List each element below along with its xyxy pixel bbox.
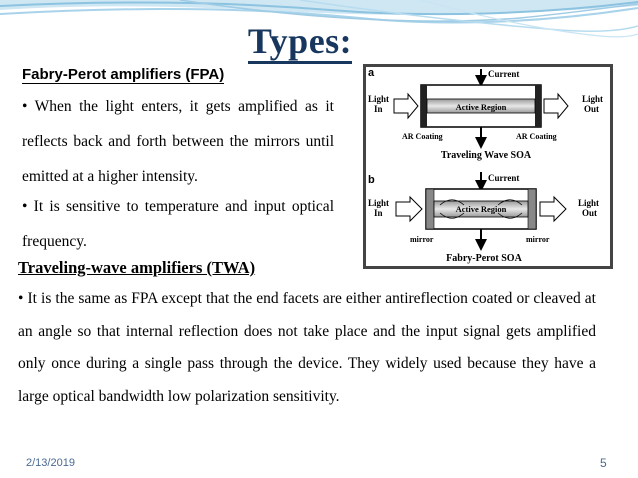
light-out-arrow-b <box>540 197 566 221</box>
current-label-a: Current <box>488 69 520 79</box>
light-out-label-a-line1: Light <box>582 94 604 104</box>
light-in-label-a-line1: Light <box>368 94 390 104</box>
fpa-bullet-2: • It is sensitive to temperature and input optical frequency. <box>22 198 334 250</box>
light-out-label-b-line2: Out <box>582 208 598 218</box>
light-out-arrow-a <box>544 94 568 118</box>
mirror-label-right: mirror <box>526 235 550 244</box>
page-number: 5 <box>600 456 607 470</box>
ar-coating-label-right: AR Coating <box>516 132 557 141</box>
fpa-bullet-1: • When the light enters, it gets amplified as it reflects back and forth between the mirrors until emitted at a higher intensity. <box>22 98 334 185</box>
slide-date: 2/13/2019 <box>26 457 75 469</box>
figure-a-label: a <box>368 67 375 79</box>
twa-heading: Traveling-wave amplifiers (TWA) <box>18 258 256 277</box>
slide-title: Types: <box>0 20 600 62</box>
mirror-right-b <box>528 189 536 229</box>
light-in-arrow-a <box>394 94 418 118</box>
soa-diagram-figure <box>363 64 613 269</box>
light-in-arrow-b <box>396 197 422 221</box>
mirror-label-left: mirror <box>410 235 434 244</box>
light-in-label-b-line1: Light <box>368 198 390 208</box>
active-region-label-b: Active Region <box>455 204 507 214</box>
light-in-label-a-line2: In <box>374 104 383 114</box>
fpa-heading: Fabry-Perot amplifiers (FPA) <box>22 66 225 83</box>
light-out-label-b-line1: Light <box>578 198 600 208</box>
active-region-label-a: Active Region <box>455 102 507 112</box>
caption-b: Fabry-Perot SOA <box>446 253 522 264</box>
figure-b-label: b <box>368 174 375 186</box>
current-label-b: Current <box>488 173 520 183</box>
ar-coating-label-left: AR Coating <box>402 132 443 141</box>
light-out-label-a-line2: Out <box>584 104 600 114</box>
ar-coating-left-a <box>421 85 427 127</box>
mirror-left-b <box>426 189 434 229</box>
ar-coating-right-a <box>535 85 541 127</box>
twa-bullet-1: • It is the same as FPA except that the end facets are either antireflection coated or cleaved at an angle so that internal reflection does not take place and the input signal gets amplified only once during a single pass through the device. They widely used because they have a large optical bandwidth low polarization sensitivity. <box>18 290 596 405</box>
light-in-label-b-line2: In <box>374 208 383 218</box>
caption-a: Traveling Wave SOA <box>440 150 532 161</box>
